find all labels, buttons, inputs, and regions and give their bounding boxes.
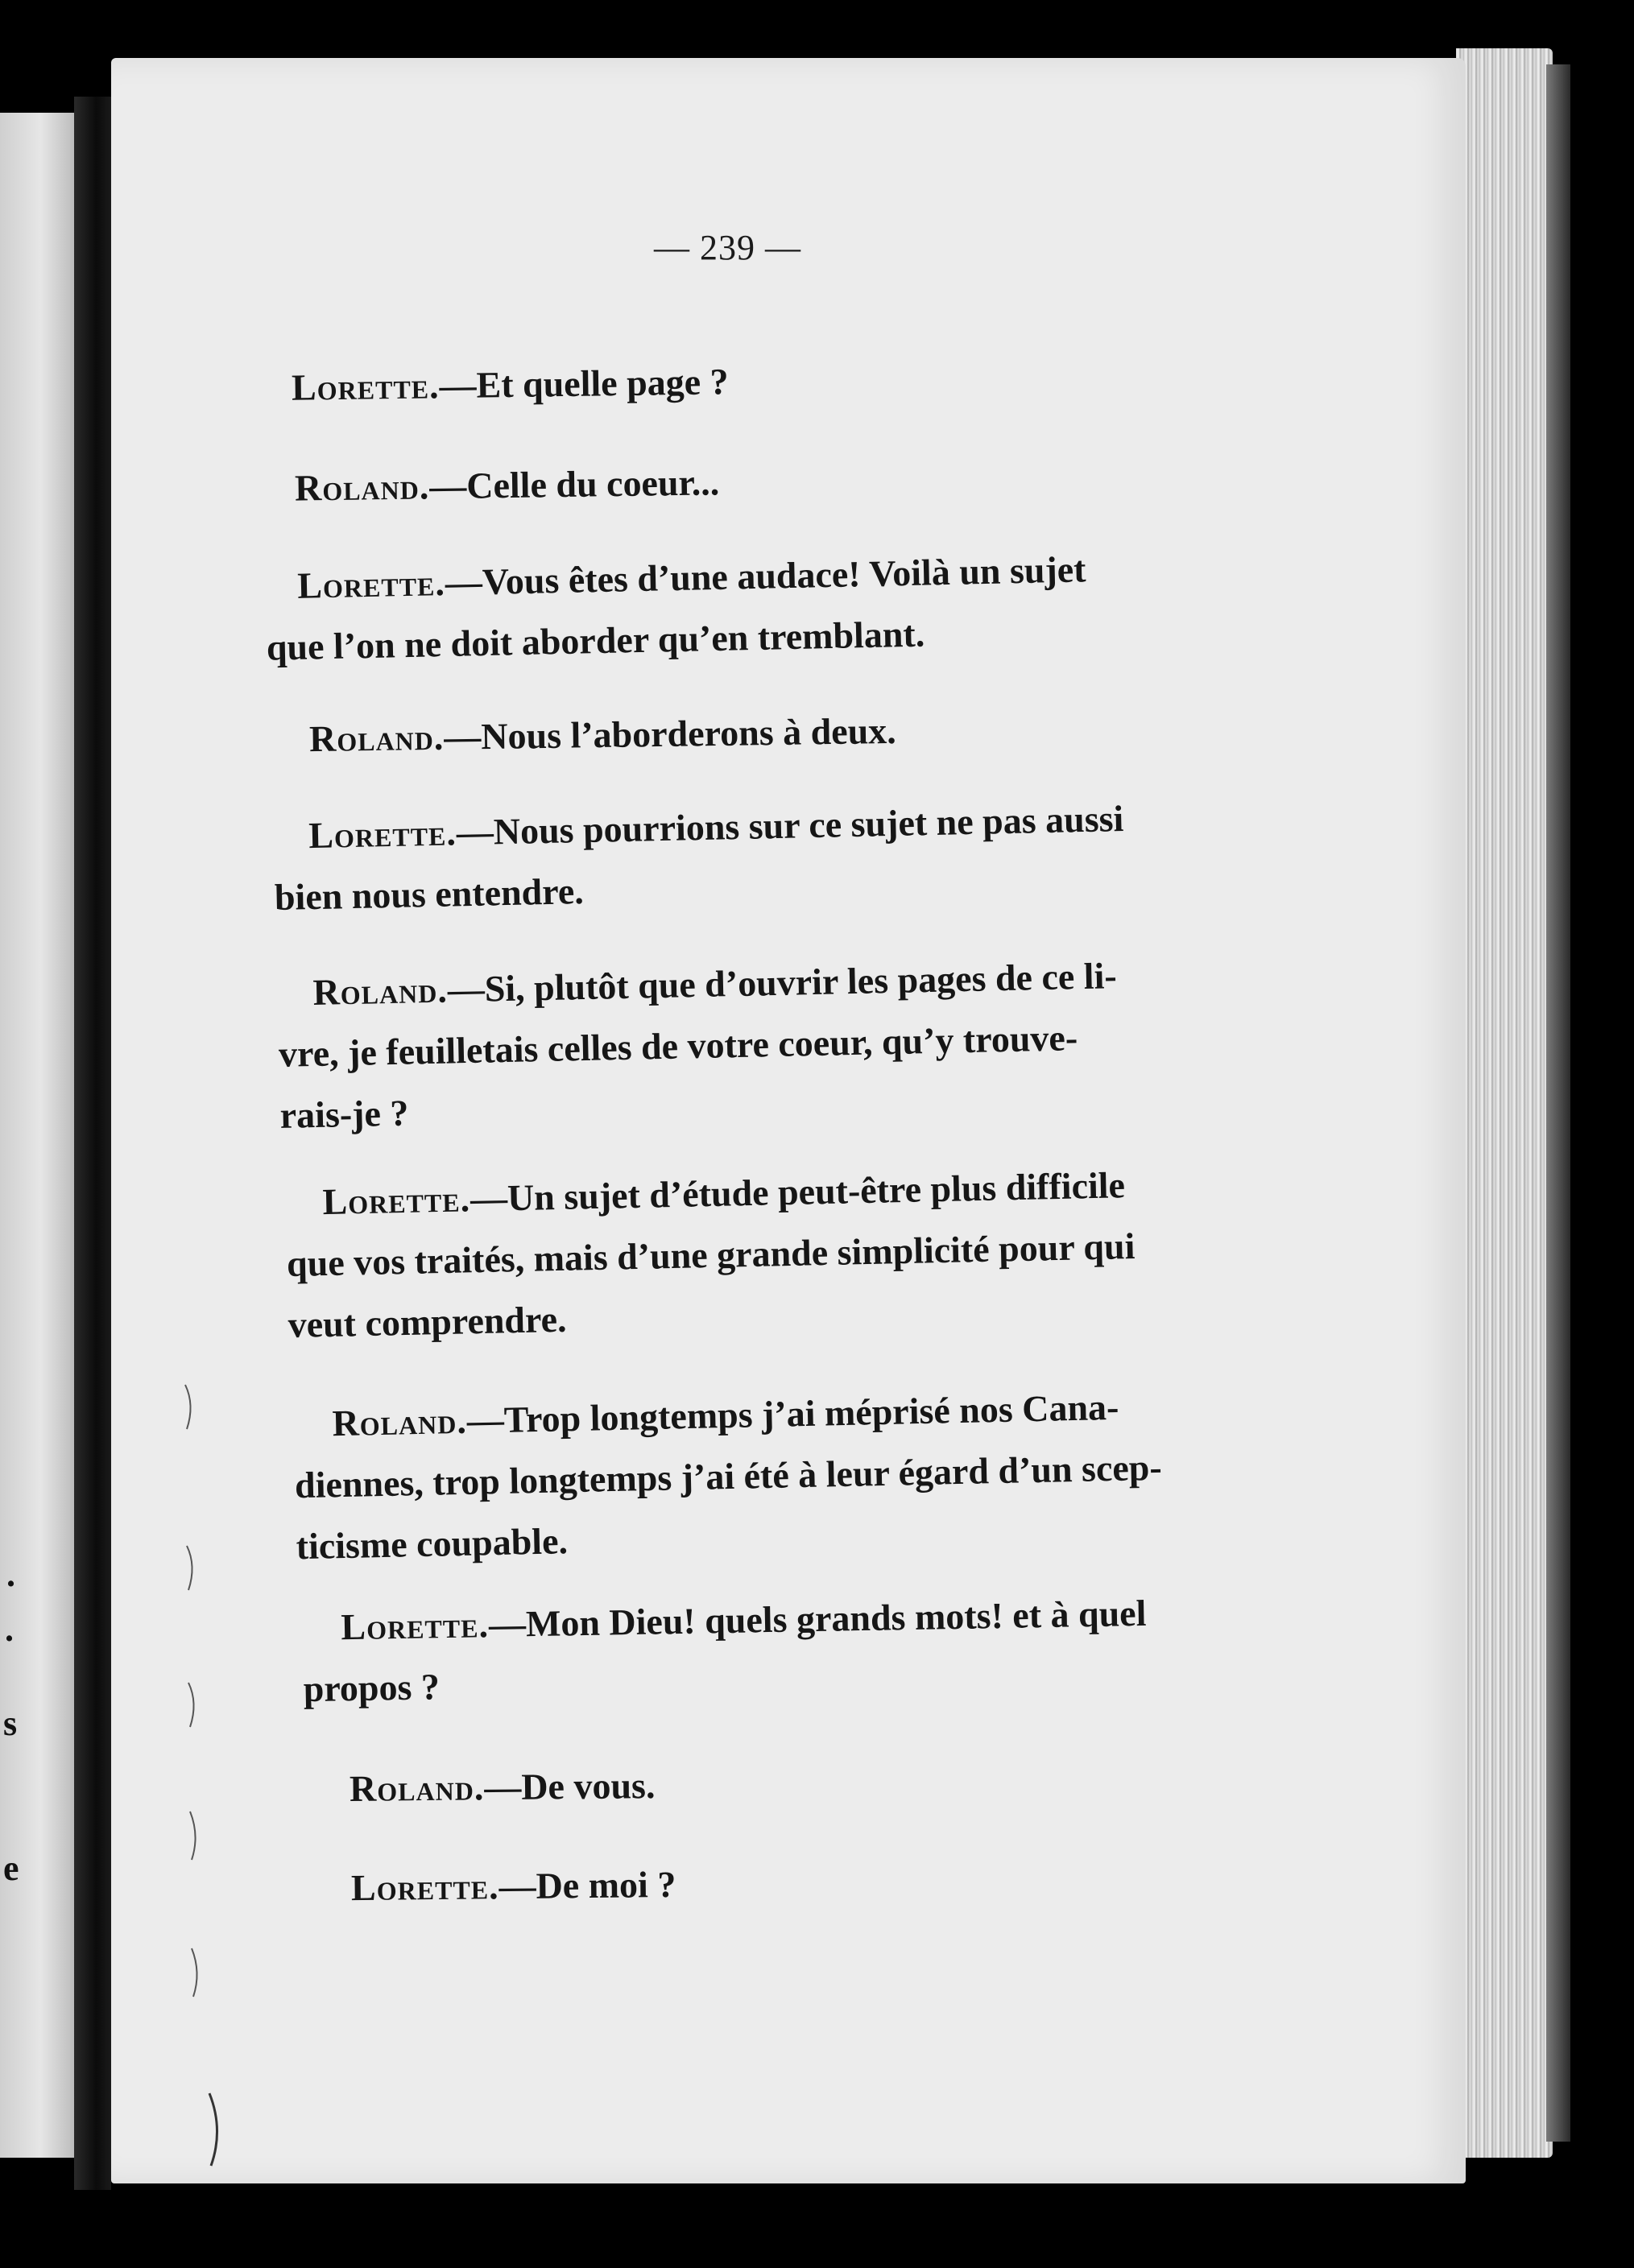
dialogue-line: vre, je feuilletais celles de votre coeur, qu’y trouve- [278,1017,1078,1075]
speaker-name: Roland. [331,1399,468,1444]
speaker-name: Roland. [294,465,430,509]
dialogue-line: —Nous l’aborderons à deux. [443,709,897,758]
dialogue-line: —De moi ? [498,1863,676,1907]
left-page-mark: . [6,1555,15,1594]
dialogue-line: rais-je ? [279,1092,409,1136]
book-gutter [74,97,111,2190]
dialogue-line: —Et quelle page ? [439,361,729,407]
page-number: — 239 — [654,228,801,267]
speaker-name: Roland. [312,969,449,1014]
speaker-name: Lorette. [321,1178,471,1223]
speaker-name: Lorette. [291,365,440,408]
speaker-name: Lorette. [296,562,446,606]
dialogue-line: —Nous pourrions sur ce sujet ne pas aussi [456,797,1124,853]
dialogue-line: bien nous entendre. [274,870,585,919]
dialogue-paragraph [273,788,1126,928]
page-edges-shadow [1546,64,1570,2142]
dialogue-line: —Trop longtemps j’ai méprisé nos Cana- [466,1386,1119,1441]
speaker-name: Roland. [349,1766,485,1809]
gutter-shadow-marks [177,1369,225,2174]
dialogue-line: que vos traités, mais d’une grande simplicité pour qui [286,1225,1136,1285]
speaker-name: Roland. [308,716,445,760]
dialogue-line: diennes, trop longtemps j’ai été à leur égard d’un scep- [294,1446,1163,1506]
left-page-mark: s [3,1704,18,1743]
dialogue-paragraph [291,351,729,419]
left-page-mark: . [5,1609,14,1649]
dialogue-paragraph [277,945,1120,1146]
dialogue-paragraph [265,539,1088,678]
dialogue-line: —Un sujet d’étude peut-être plus difficile [470,1164,1126,1220]
speaker-name: Lorette. [308,812,457,857]
dialogue-line: —De vous. [484,1765,656,1808]
dialogue-line: propos ? [303,1666,441,1710]
dialogue-paragraph [350,1755,656,1820]
dialogue-paragraph [285,1155,1137,1356]
dialogue-line: —Si, plutôt que d’ouvrir les pages de ce li- [447,955,1118,1010]
left-page-mark: e [3,1849,19,1888]
dialogue-line: que l’on ne doit aborder qu’en tremblant. [266,613,925,668]
dialogue-paragraph [302,1583,1148,1720]
dialogue-paragraph [294,452,719,518]
speaker-name: Lorette. [350,1865,499,1909]
dialogue-line: —Vous êtes d’une audace! Voilà un sujet [445,548,1086,603]
dialogue-paragraph [309,700,897,770]
speaker-name: Lorette. [340,1604,490,1648]
dialogue-paragraph [293,1376,1164,1577]
dialogue-line: —Celle du coeur... [428,461,720,507]
dialogue-paragraph [351,1854,676,1919]
page-edges [1456,48,1553,2158]
dialogue-line: ticisme coupable. [296,1520,569,1568]
dialogue-line: —Mon Dieu! quels grands mots! et à quel [488,1592,1147,1646]
dialogue-line: veut comprendre. [288,1298,567,1346]
